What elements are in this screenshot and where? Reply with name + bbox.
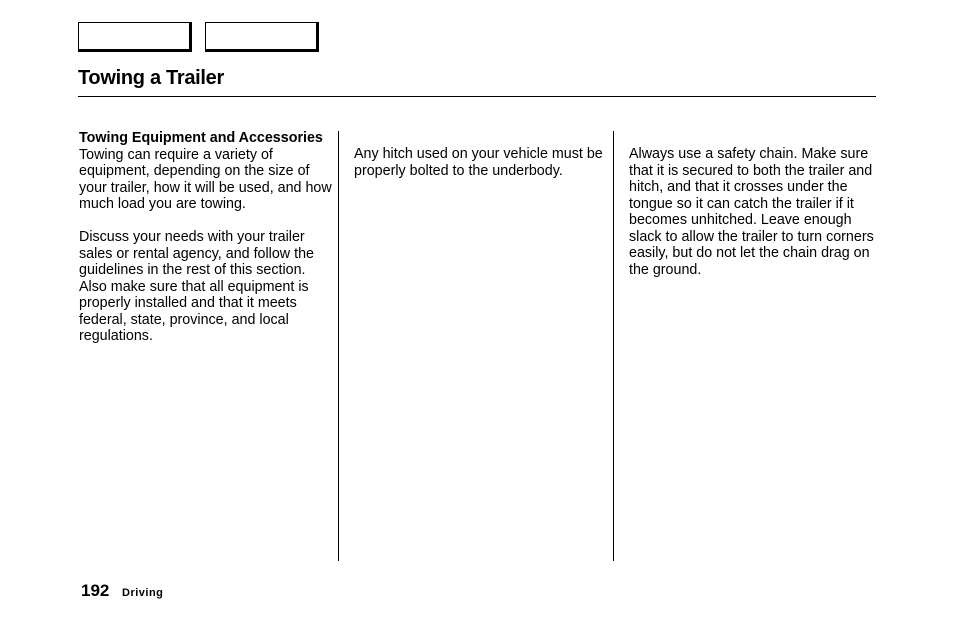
text-column-2 (354, 146, 606, 179)
section-name: Driving (122, 587, 164, 599)
paragraph-safety-chain: Always use a safety chain. Make sure that it is secured to both the trailer and hitch, and that it crosses under the tongue so it can catch the trailer if it becomes unhitched. Leave enough slack to allow the trailer to turn corners easily, but do not let the chain drag on the ground. (629, 146, 874, 278)
section-subheading: Towing Equipment and Accessories (79, 130, 323, 146)
paragraph-hitch: Any hitch used on your vehicle must be properly bolted to the underbody. (354, 146, 603, 179)
page-number: 192 (81, 581, 110, 600)
column-divider-2 (613, 131, 614, 561)
paragraph-regulations: Discuss your needs with your trailer sales or rental agency, and follow the guidelines in the rest of this section. Also make sure that all equipment is properly installed and that it meets federal, state, province, and local regulations. (79, 229, 314, 344)
paragraph-equipment: Towing can require a variety of equipment, depending on the size of your trailer, how it will be used, and how much load you are towing. (79, 146, 332, 212)
title-divider (78, 96, 876, 97)
nav-button-next[interactable] (205, 22, 319, 52)
text-column-3 (629, 146, 881, 278)
nav-button-previous[interactable] (78, 22, 192, 52)
text-column-1 (79, 130, 335, 345)
page-title: Towing a Trailer (78, 67, 224, 89)
column-divider-1 (338, 131, 339, 561)
